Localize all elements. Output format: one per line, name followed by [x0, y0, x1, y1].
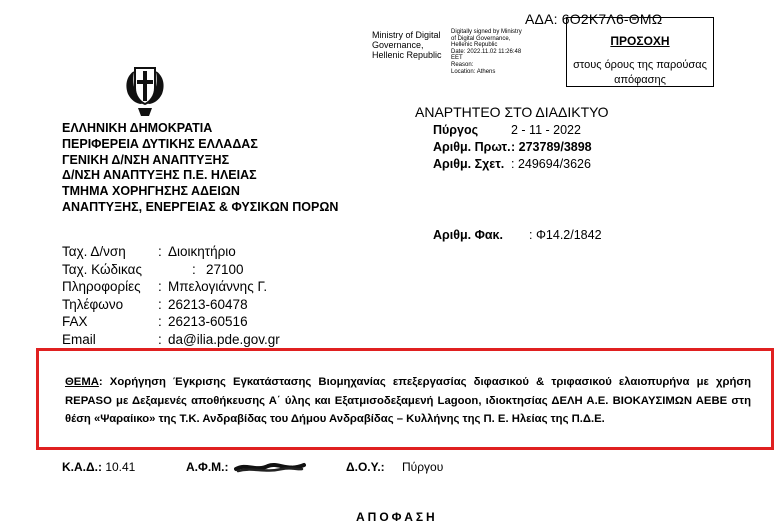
afm-field	[186, 460, 229, 474]
kad-value: 10.41	[105, 460, 136, 474]
subject-text: : Χορήγηση Έγκρισης Εγκατάστασης Βιομηχανίας επεξεργασίας διφασικού & τριφασικού ελαιοπυρήνα με χρήση REPASO με Δεξαμενές αποθήκευσης Α΄ ύλης και Εξατμισοδεξαμενή Lagoon, ιδιοκτησίας ΔΕΛΗ Α.Ε. ΒΙΟΚΑΥΣΙΜΩΝ ΑΕΒΕ στη θέση «Ψαραίικο» της Τ.Κ. Ανδραβίδας του Δήμου Ανδραβίδας – Κυλλήνης της Π. Ε. Ηλείας της Π.Δ.Ε.	[65, 376, 751, 425]
fax-label: FAX	[62, 314, 88, 329]
notice-box	[566, 17, 714, 87]
kad-field	[62, 460, 135, 474]
related-row	[433, 157, 591, 171]
kad-label: Κ.Α.Δ.:	[62, 460, 102, 474]
city-label: Πύργος	[433, 123, 479, 137]
ada-number: ΑΔΑ: 6Ο2Κ7Λ6-ΘΜΩ	[525, 11, 663, 27]
signature-detail-line: Digitally signed by Ministry	[451, 29, 522, 35]
related-number: : 249694/3626	[511, 157, 591, 171]
issuer-line: ΕΛΛΗΝΙΚΗ ΔΗΜΟΚΡΑΤΙΑ	[62, 121, 213, 135]
signature-detail-line: Location: Athens	[451, 68, 496, 75]
notice-text: στους όρους της παρούσας απόφασης	[573, 59, 707, 86]
doy-field	[346, 460, 443, 474]
protocol-row	[433, 140, 592, 154]
address-value: Διοικητήριο	[168, 244, 236, 259]
redaction-mark-icon	[234, 460, 306, 474]
signature-detail-line: Date: 2022.11.02 11:26:48	[451, 48, 522, 55]
file-label: Αριθμ. Φακ.	[433, 228, 503, 242]
phone-value: 26213-60478	[168, 296, 248, 312]
digital-signer	[372, 30, 452, 60]
afm-label: Α.Φ.Μ.:	[186, 460, 229, 474]
internet-posting-notice: ΑΝΑΡΤΗΤΕΟ ΣΤΟ ΔΙΑΔΙΚΤΥΟ	[415, 104, 609, 120]
protocol-number: : 273789/3898	[511, 140, 592, 154]
notice-title: ΠΡΟΣΟΧΗ	[610, 34, 670, 48]
doy-label: Δ.Ο.Υ.:	[346, 460, 385, 474]
issuer-line: ΠΕΡΙΦΕΡΕΙΑ ΔΥΤΙΚΗΣ ΕΛΛΑΔΑΣ	[62, 136, 258, 151]
phone-label: Τηλέφωνο	[62, 296, 124, 312]
signature-detail-line: Reason:	[451, 61, 474, 68]
signer-line: Hellenic Republic	[372, 50, 442, 60]
issuer-line: Δ/ΝΣΗ ΑΝΑΠΤΥΞΗΣ Π.Ε. ΗΛΕΙΑΣ	[62, 168, 257, 183]
place-date-row	[433, 123, 581, 137]
email-value[interactable]: da@ilia.pde.gov.gr	[168, 331, 280, 347]
decision-heading: ΑΠΟΦΑΣΗ	[356, 510, 438, 524]
doy-value: Πύργου	[402, 460, 444, 474]
address-label: Ταχ. Δ/νση	[62, 244, 126, 259]
issuer-block	[62, 121, 338, 216]
info-value: Μπελογιάννης Γ.	[168, 279, 268, 294]
signature-detail-line: of Digital Governance,	[451, 35, 511, 42]
subject-label: ΘΕΜΑ	[65, 376, 99, 388]
signer-line: Governance,	[372, 40, 424, 50]
file-row	[433, 228, 602, 242]
issuer-line: ΤΜΗΜΑ ΧΟΡΗΓΗΣΗΣ ΑΔΕΙΩΝ	[62, 184, 240, 199]
protocol-label: Αριθμ. Πρωτ.	[433, 140, 511, 154]
postcode-label: Ταχ. Κώδικας	[62, 261, 142, 277]
signer-line: Ministry of Digital	[372, 30, 441, 40]
postcode-value: 27100	[206, 261, 244, 277]
related-label: Αριθμ. Σχετ.	[433, 157, 505, 171]
signature-detail-line: EET	[451, 55, 463, 62]
email-label: Email	[62, 331, 96, 347]
greek-coat-of-arms-icon	[122, 60, 168, 120]
issuer-line: ΑΝΑΠΤΥΞΗΣ, ΕΝΕΡΓΕΙΑΣ & ΦΥΣΙΚΩΝ ΠΟΡΩΝ	[62, 199, 339, 214]
subject-paragraph	[65, 373, 751, 429]
issuer-line: ΓΕΝΙΚΗ Δ/ΝΣΗ ΑΝΑΠΤΥΞΗΣ	[62, 152, 230, 167]
signature-detail-line: Hellenic Republic	[451, 42, 498, 49]
document-date: 2 - 11 - 2022	[511, 123, 581, 137]
signature-details	[451, 29, 529, 75]
fax-value: 26213-60516	[168, 314, 248, 329]
info-label: Πληροφορίες	[62, 279, 141, 294]
file-number: : Φ14.2/1842	[529, 228, 602, 242]
subject-highlight-box	[36, 348, 774, 450]
